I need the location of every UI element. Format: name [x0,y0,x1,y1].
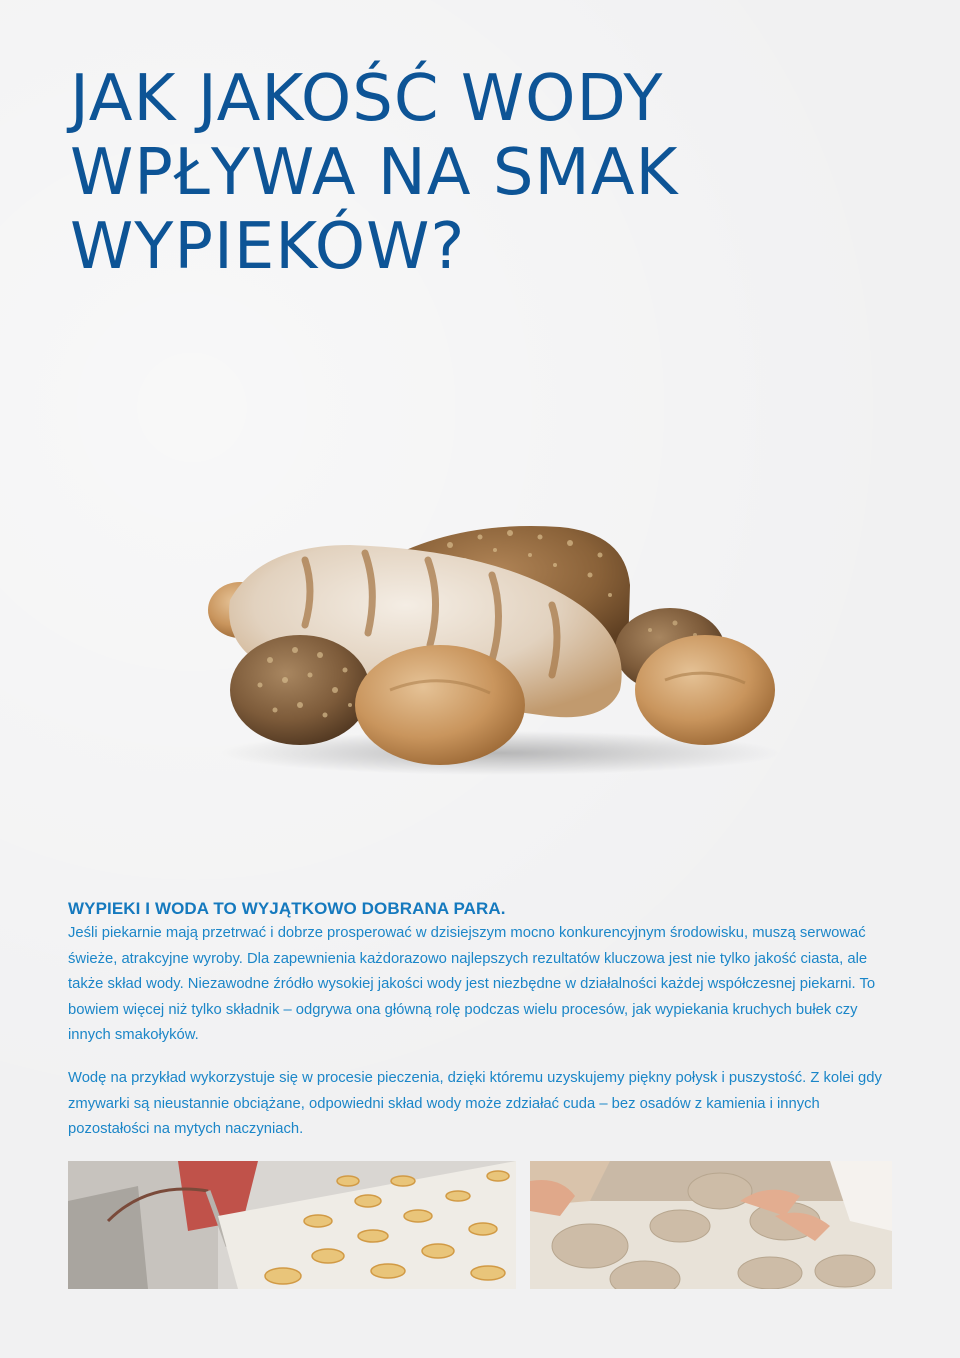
title-line-1: JAK JAKOŚĆ WODY [70,62,664,136]
title-line-3: WYPIEKÓW? [70,210,466,284]
section-heading: WYPIEKI I WODA TO WYJĄTKOWO DOBRANA PARA. [68,899,506,918]
body-paragraph-2: Wodę na przykład wykorzystuje się w procesie pieczenia, dzięki któremu uzyskujemy piękny połysk i puszystość. Z kolei gdy zmywarki są nieustannie obciążane, odpowiedni skład wody może zdziałać cuda – bez osadów z kamienia i innych pozostałości na mytych naczyniach. [68,1070,882,1137]
bread-hero-image [200,515,790,775]
title-line-2: WPŁYWA NA SMAK [70,136,679,210]
dough-shaping-photo [530,1161,892,1289]
body-paragraph-1: Jeśli piekarnie mają przetrwać i dobrze prosperować w dzisiejszym mocno konkurencyjnym środowisku, muszą serwować świeże, atrakcyjne wyroby. Dla zapewnienia każdorazowo najlepszych rezultatów kluczowa jest nie tylko jakość ciasta, ale także skład wody. Niezawodne źródło wysokiej jakości wody jest niezbędne w działalności każdej współczesnej piekarni. To bowiem więcej niż tylko składnik – odgrywa ona główną rolę podczas wielu procesów, jak wypiekania kruchych bułek czy innych smakołyków. [68,925,876,1043]
page-title [70,62,890,284]
croissants-spraying-photo [68,1161,516,1289]
